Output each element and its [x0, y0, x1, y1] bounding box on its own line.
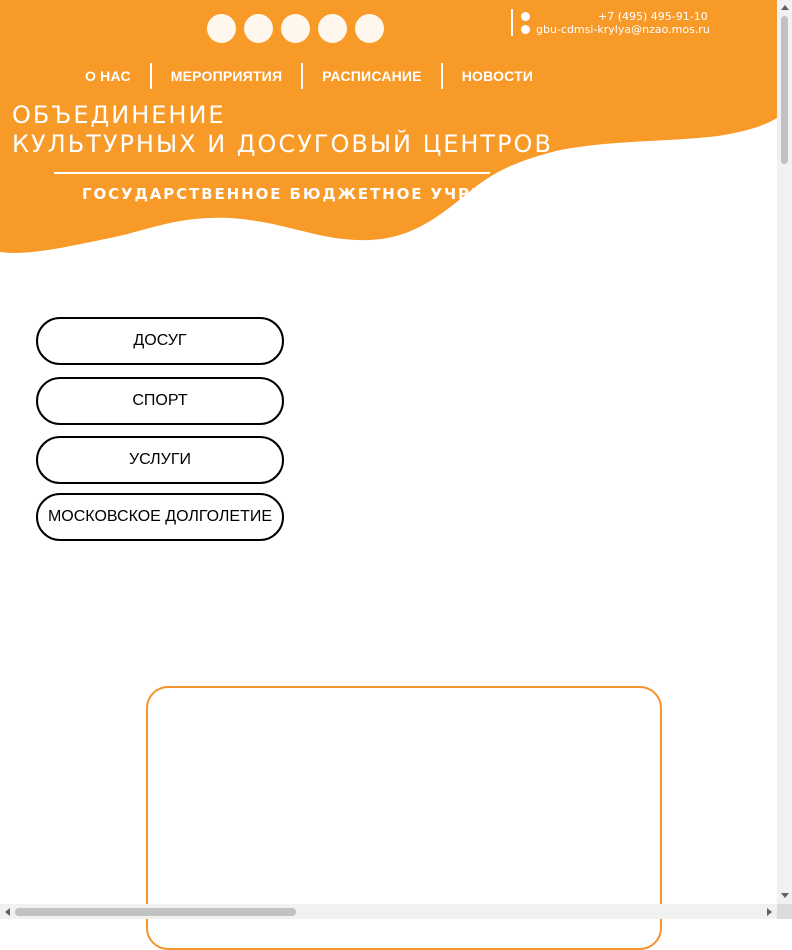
contact-email[interactable]: gbu-cdmsi-krylya@nzao.mos.ru	[536, 23, 710, 36]
site-title-line2: КУЛЬТУРНЫХ И ДОСУГОВЫЙ ЦЕНТРОВ	[12, 130, 553, 158]
category-button-moscow-longevity[interactable]: МОСКОВСКОЕ ДОЛГОЛЕТИЕ	[36, 493, 284, 541]
main-nav	[66, 63, 552, 89]
contact-phone[interactable]: +7 (495) 495-91-10	[598, 10, 708, 23]
scrollbar-corner	[777, 904, 792, 919]
scroll-left-icon[interactable]	[5, 908, 10, 916]
vertical-scroll-thumb[interactable]	[781, 16, 788, 164]
site-title-line1: ОБЪЕДИНЕНИЕ	[12, 101, 226, 129]
site-subtitle-wrap	[82, 182, 572, 208]
scroll-down-icon[interactable]	[781, 893, 789, 898]
category-button-sport[interactable]: СПОРТ	[36, 377, 284, 425]
nav-item-news[interactable]: НОВОСТИ	[461, 68, 534, 84]
site-subtitle: ГОСУДАРСТВЕННОЕ БЮДЖЕТНОЕ УЧРЕЖДЕНИЕ	[82, 185, 572, 203]
social-icon-2[interactable]	[244, 14, 273, 43]
nav-item-about[interactable]: О НАС	[85, 68, 131, 84]
social-links	[207, 14, 384, 43]
social-icon-3[interactable]	[281, 14, 310, 43]
scroll-up-icon[interactable]	[781, 5, 789, 10]
social-icon-4[interactable]	[318, 14, 347, 43]
contact-phone-row	[521, 10, 708, 23]
nav-item-schedule[interactable]: РАСПИСАНИЕ	[322, 68, 422, 84]
category-button-leisure[interactable]: ДОСУГ	[36, 317, 284, 365]
title-divider	[54, 172, 490, 174]
category-button-services[interactable]: УСЛУГИ	[36, 436, 284, 484]
social-icon-5[interactable]	[355, 14, 384, 43]
email-bullet-icon	[521, 25, 530, 34]
horizontal-scroll-thumb[interactable]	[15, 908, 296, 916]
phone-bullet-icon	[521, 12, 530, 21]
contact-divider	[511, 9, 513, 36]
vertical-scrollbar[interactable]	[777, 0, 792, 904]
horizontal-scrollbar[interactable]	[0, 904, 777, 919]
nav-item-events[interactable]: МЕРОПРИЯТИЯ	[170, 68, 283, 84]
contact-email-row	[521, 23, 710, 36]
social-icon-1[interactable]	[207, 14, 236, 43]
scroll-right-icon[interactable]	[767, 908, 772, 916]
